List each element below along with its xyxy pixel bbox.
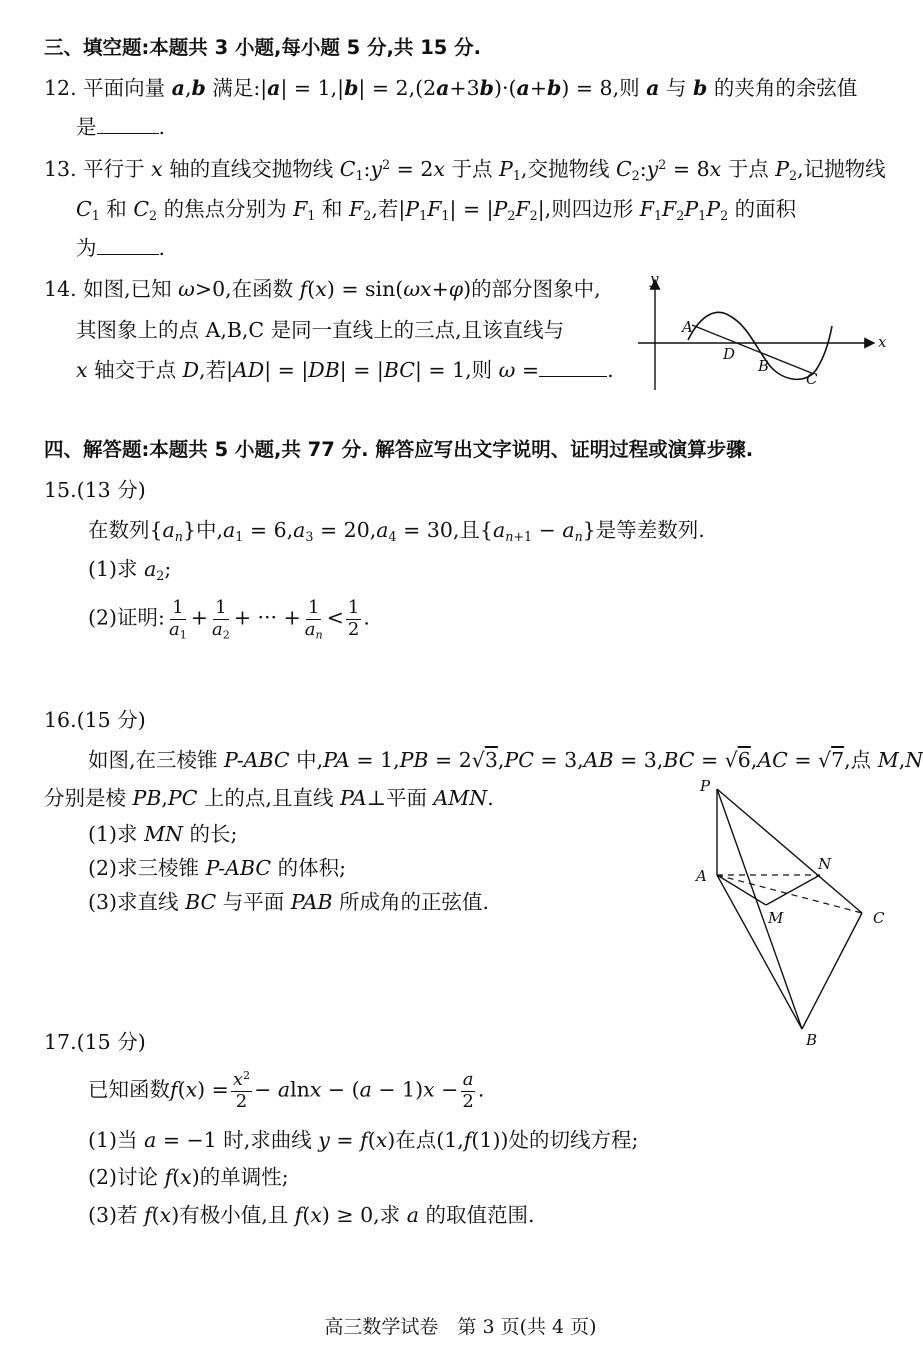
q14-line-2: 其图象上的点 A,B,C 是同一直线上的三点,且该直线与 <box>76 318 565 342</box>
q14-label-C: C <box>806 370 818 388</box>
q12-line-1: 12. 平面向量 a,b 满足:|a| = 1,|b| = 2,(2a+3b)·(a+b) = 8,则 a 与 b 的夹角的余弦值 <box>44 76 858 100</box>
q16-label-C: C <box>873 909 885 927</box>
q15-header <box>44 478 146 503</box>
q14-line-ABC <box>692 325 814 374</box>
q16-header <box>44 708 146 733</box>
q17-part-3: (3)若 f(x)有极小值,且 f(x) ≥ 0,求 a 的取值范围. <box>88 1203 535 1227</box>
q14-label-A: A <box>682 318 693 336</box>
q14-answer-blank[interactable] <box>539 358 607 377</box>
section-4-heading: 四、解答题:本题共 5 小题,共 77 分. 解答应写出文字说明、证明过程或演算步骤. <box>44 438 754 461</box>
section-3-heading: 三、填空题:本题共 3 小题,每小题 5 分,共 15 分. <box>44 36 482 59</box>
q14-label-B: B <box>758 357 770 375</box>
q13-line-1: 13. 平行于 x 轴的直线交抛物线 $C_1:y^2 = 2x$ 于点 $P_1$,交抛物线 $C_2:y^2 = 8x$ 于点 $P_2$,记抛物线 <box>44 157 886 183</box>
q14-label-y: y <box>650 270 659 288</box>
q17-header <box>44 1030 146 1055</box>
q16-line-2: 分别是棱 PB,PC 上的点,且直线 PA⊥平面 AMN. <box>44 786 494 810</box>
q15-number: 15. <box>44 478 77 502</box>
q16-label-N: N <box>818 855 832 873</box>
q16-line-1: 如图,在三棱锥 P-ABC 中,PA = 1,PB = 2√3,PC = 3,AB = 3,BC = √6,AC = √7,点 M,N <box>88 748 923 772</box>
q13-line-3: 为 . <box>76 236 166 260</box>
q15-points: (13 分) <box>76 478 146 502</box>
q17-stem: 已知函数f(x) = $\frac{x^2}{2}$ − alnx − (a − 1)x − $\frac{a}{2}$ . <box>88 1068 485 1112</box>
q14-number: 14. <box>44 277 77 301</box>
q14-label-D: D <box>723 345 736 363</box>
q13-number: 13. <box>44 157 77 181</box>
q15-stem: 在数列$\{a_n\}$中$,a_1 = 6,a_3 = 20,a_4 = 30$,且$\{a_{n+1} - a_n\}$是等差数列. <box>88 518 705 544</box>
q15-part-1: (1)求 $a_2$; <box>88 557 172 583</box>
q14-label-x: x <box>878 333 887 351</box>
q16-number: 16. <box>44 708 77 732</box>
q12-number: 12. <box>44 76 77 100</box>
q14-sine-graph <box>630 270 900 398</box>
q16-part-3: (3)求直线 BC 与平面 PAB 所成角的正弦值. <box>88 890 490 914</box>
q17-part-1: (1)当 a = −1 时,求曲线 y = f(x)在点(1,f(1))处的切线方程; <box>88 1128 639 1152</box>
q15-part-2: (2)证明: $\frac{1}{a_1}$ + $\frac{1}{a_2}$ + ··· + $\frac{1}{a_n}$ < $\frac{1}{2}$ . <box>88 597 370 642</box>
q12-answer-blank[interactable] <box>97 115 159 134</box>
q16-label-B: B <box>806 1031 818 1049</box>
q14-line-3: x 轴交于点 D,若|AD| = |DB| = |BC| = 1,则 ω = . <box>76 358 614 382</box>
q16-edge-AB <box>717 875 802 1029</box>
q16-edge-AM <box>717 875 766 905</box>
q16-label-A: A <box>696 867 707 885</box>
q16-label-P: P <box>700 777 711 795</box>
page-footer: 高三数学试卷 第 3 页(共 4 页) <box>324 1316 597 1338</box>
q16-part-2: (2)求三棱锥 P-ABC 的体积; <box>88 856 347 880</box>
q16-edge-BC <box>802 913 862 1029</box>
q13-line-2: $C_1$ 和 $C_2$ 的焦点分别为 $F_1$ 和 $F_2$,若$|P_1F_1| = |P_2F_2|$,则四边形 $F_1F_2P_1P_2$ 的面积 <box>76 197 797 223</box>
q13-answer-blank[interactable] <box>97 236 159 255</box>
q17-points: (15 分) <box>76 1030 146 1054</box>
q16-part-1: (1)求 MN 的长; <box>88 822 238 846</box>
q16-tetrahedron-figure <box>690 775 900 1055</box>
q14-line-1: 14. 如图,已知 ω>0,在函数 f(x) = sin(ωx+φ)的部分图象中, <box>44 277 601 301</box>
q16-label-M: M <box>768 909 784 927</box>
q17-number: 17. <box>44 1030 77 1054</box>
q17-part-2: (2)讨论 f(x)的单调性; <box>88 1165 289 1189</box>
q16-points: (15 分) <box>76 708 146 732</box>
q12-line-2: 是 . <box>76 115 166 139</box>
